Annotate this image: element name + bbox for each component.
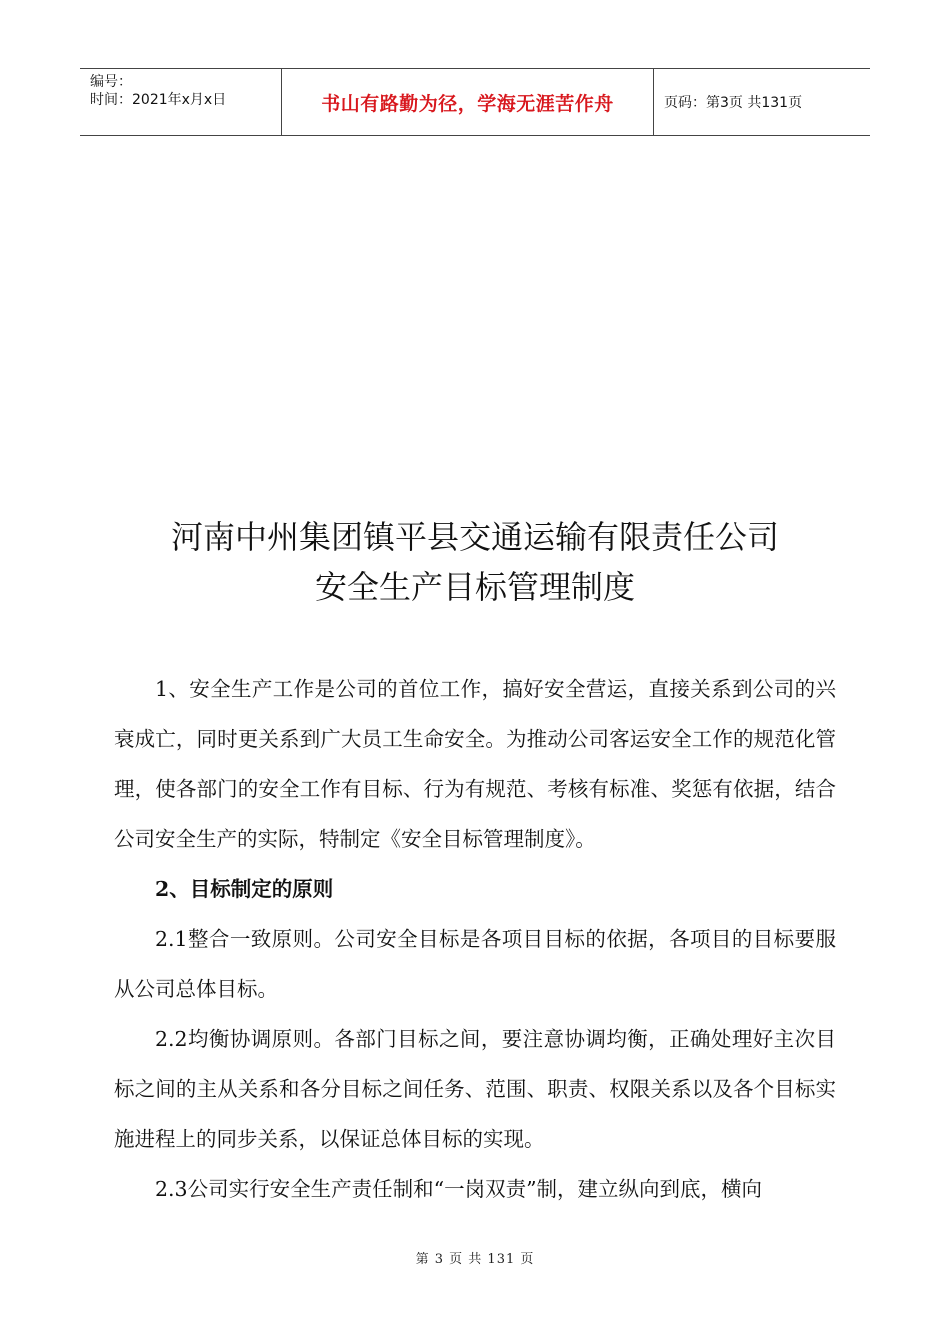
paragraph: 1、安全生产工作是公司的首位工作，搞好安全营运，直接关系到公司的兴衰成亡，同时更关系到广大员工生命安全。为推动公司客运安全工作的规范化管理，使各部门的安全工作有目标、行为有规范、考核有标准、奖惩有依据，结合公司安全生产的实际，特制定《安全目标管理制度》。 [114,677,836,851]
document-title-line2: 安全生产目标管理制度 [314,568,635,606]
document-body [114,664,836,1214]
header-motto-cell [282,69,654,135]
header-meta-cell [80,69,282,135]
document-time-label: 时间：2021年x月x日 [90,92,227,108]
paragraph: 2.2均衡协调原则。各部门目标之间，要注意协调均衡，正确处理好主次目标之间的主从关系和各分目标之间任务、范围、职责、权限关系以及各个目标实施进程上的同步关系，以保证总体目标的实现。 [114,1027,836,1151]
header-page-info: 页码：第3页 共131页 [664,95,803,111]
paragraph: 2.3公司实行安全生产责任制和“一岗双责”制，建立纵向到底，横向 [155,1177,763,1201]
document-title-line1: 河南中州集团镇平县交通运输有限责任公司 [170,518,779,556]
paragraph: 2.1整合一致原则。公司安全目标是各项目目标的依据，各项目的目标要服从公司总体目标。 [114,927,836,1001]
section-heading: 2、目标制定的原则 [155,877,334,901]
header-motto: 书山有路勤为径，学海无涯苦作舟 [321,92,614,115]
document-header [80,68,870,136]
document-number-label: 编号： [90,74,132,90]
page-footer: 第 3 页 共 131 页 [415,1252,535,1267]
header-page-cell [654,69,870,135]
